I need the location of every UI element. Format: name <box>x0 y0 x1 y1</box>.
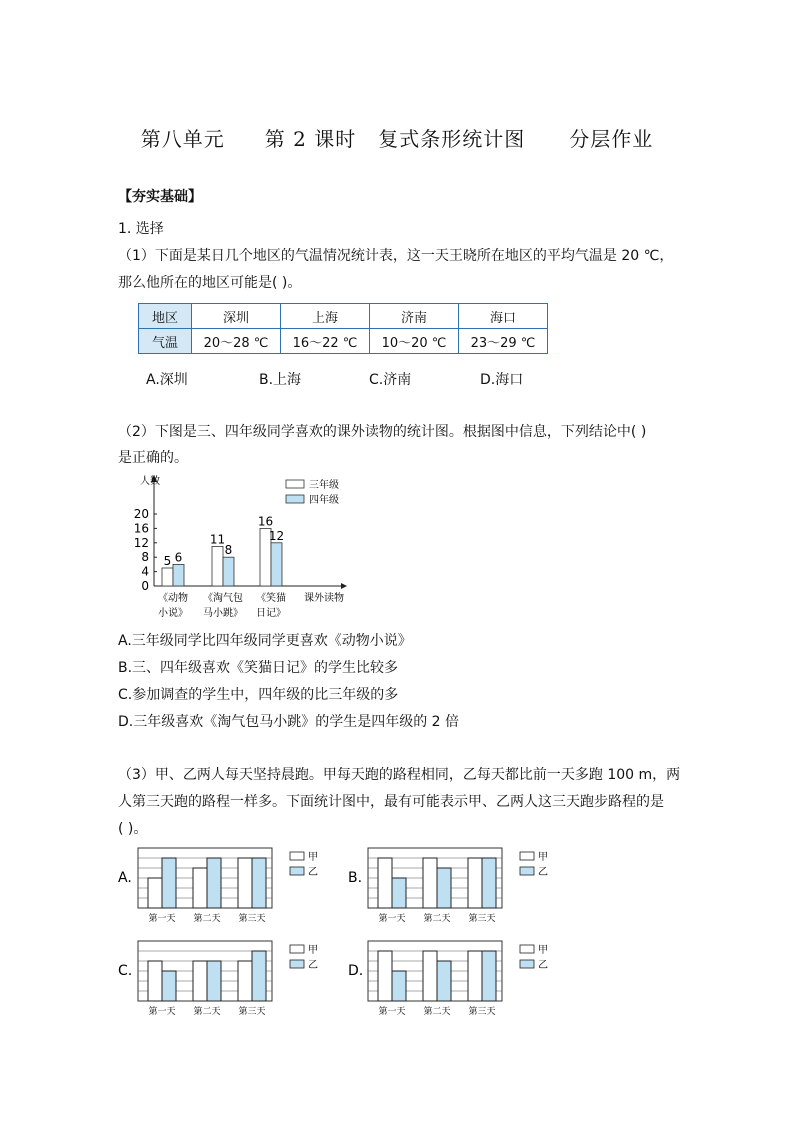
bar-jia <box>468 951 482 1001</box>
title-topic: 复式条形统计图 <box>378 127 526 151</box>
legend-label-yi: 乙 <box>538 867 548 878</box>
legend-swatch-jia <box>290 945 304 953</box>
legend-label-yi: 乙 <box>308 960 318 971</box>
p2-option-a: A.三年级同学比四年级同学更喜欢《动物小说》 <box>118 633 412 649</box>
p2-line2: 是正确的。 <box>118 450 188 466</box>
legend-swatch-jia <box>520 852 534 860</box>
legend-swatch-yi <box>520 960 534 968</box>
bar-jia <box>423 858 437 908</box>
table-cell: 海口 <box>459 304 548 329</box>
bar-yi <box>392 971 406 1001</box>
p2-option-c: C.参加调查的学生中，四年级的比三年级的多 <box>118 687 399 703</box>
bar-value-label: 12 <box>268 528 285 543</box>
q1-heading: 1. 选择 <box>118 221 164 237</box>
legend-swatch <box>286 495 304 503</box>
p3-line3: ( )。 <box>118 821 148 837</box>
table-row <box>139 329 548 354</box>
legend-label-yi: 乙 <box>308 867 318 878</box>
page-title <box>0 123 794 152</box>
bar-jia <box>148 961 162 1001</box>
table-cell: 20～28 ℃ <box>192 329 281 354</box>
day-label: 第一天 <box>148 1007 176 1017</box>
table-row <box>139 304 548 329</box>
p2-option-d: D.三年级喜欢《淘气包马小跳》的学生是四年级的 2 倍 <box>118 714 460 730</box>
bar <box>223 557 234 586</box>
legend-swatch-jia <box>520 945 534 953</box>
day-label: 第三天 <box>468 1007 496 1017</box>
legend-label-jia: 甲 <box>538 852 548 863</box>
bar <box>212 546 223 586</box>
title-lesson: 第 2 课时 <box>264 127 357 151</box>
table-cell: 上海 <box>281 304 370 329</box>
bar-jia <box>378 951 392 1001</box>
x-category-label: 《淘气包 <box>203 593 243 604</box>
bar-yi <box>207 858 221 908</box>
table-cell: 23～29 ℃ <box>459 329 548 354</box>
section-heading: 【夯实基础】 <box>118 189 202 205</box>
option-d-chart <box>348 935 578 1025</box>
x-category-label: 《笑猫 <box>256 593 286 604</box>
p1-option-d: D.海口 <box>480 372 524 388</box>
chart-option-label: D. <box>348 963 364 979</box>
bar-yi <box>437 961 451 1001</box>
day-label: 第三天 <box>468 914 496 924</box>
x-axis-arrow <box>341 583 347 589</box>
y-tick-label: 4 <box>141 564 149 579</box>
p2-line1: （2）下图是三、四年级同学喜欢的课外读物的统计图。根据图中信息，下列结论中( ) <box>118 424 647 440</box>
legend-label-jia: 甲 <box>538 945 548 956</box>
day-label: 第二天 <box>423 1007 451 1017</box>
bar-value-label: 11 <box>209 532 226 547</box>
chart-option-label: A. <box>118 870 132 886</box>
bar-yi <box>162 858 176 908</box>
legend-swatch-yi <box>520 867 534 875</box>
p3-line1: （3）甲、乙两人每天坚持晨跑。甲每天跑的路程相同，乙每天都比前一天多跑 100 m，两 <box>118 767 681 783</box>
day-label: 第二天 <box>193 914 221 924</box>
legend-swatch-yi <box>290 960 304 968</box>
p2-option-b: B.三、四年级喜欢《笑猫日记》的学生比较多 <box>118 660 399 676</box>
bar-value-label: 16 <box>257 514 274 529</box>
legend-swatch-jia <box>290 852 304 860</box>
table-cell: 气温 <box>139 329 192 354</box>
x-category-label: 《动物 <box>158 593 188 604</box>
bar-yi <box>207 961 221 1001</box>
reading-bar-chart <box>110 470 370 630</box>
chart-option-label: C. <box>118 963 133 979</box>
bar <box>162 568 173 586</box>
table-cell: 济南 <box>370 304 459 329</box>
day-label: 第一天 <box>148 914 176 924</box>
bar-yi <box>162 971 176 1001</box>
y-axis-label: 人数 <box>140 476 160 487</box>
y-tick-label: 12 <box>133 535 149 550</box>
bar-yi <box>482 951 496 1001</box>
p3-line2: 人第三天跑的路程一样多。下面统计图中，最有可能表示甲、乙两人这三天跑步路程的是 <box>118 794 664 810</box>
chart-option-label: B. <box>348 870 363 886</box>
bar <box>271 543 282 586</box>
bar-yi <box>392 878 406 908</box>
table-cell: 地区 <box>139 304 192 329</box>
p1-option-b: B.上海 <box>259 372 302 388</box>
bar-yi <box>252 858 266 908</box>
bar-yi <box>252 951 266 1001</box>
bar-yi <box>482 858 496 908</box>
bar-jia <box>238 961 252 1001</box>
temperature-table <box>138 303 548 354</box>
x-axis-label: 课外读物 <box>304 593 344 604</box>
option-c-chart <box>118 935 348 1025</box>
legend-label-yi: 乙 <box>538 960 548 971</box>
option-a-chart <box>118 842 348 932</box>
legend-label-jia: 甲 <box>308 945 318 956</box>
bar-value-label: 6 <box>174 550 183 565</box>
x-category-label: 马小跳》 <box>203 608 243 619</box>
y-tick-label: 8 <box>141 550 149 565</box>
x-category-label: 小说》 <box>158 608 188 619</box>
bar-jia <box>238 858 252 908</box>
bar-jia <box>148 878 162 908</box>
day-label: 第一天 <box>378 914 406 924</box>
bar-jia <box>378 858 392 908</box>
bar-value-label: 8 <box>224 543 233 558</box>
p1-line2: 那么他所在的地区可能是( )。 <box>118 275 302 291</box>
p1-option-c: C.济南 <box>369 372 412 388</box>
bar-yi <box>437 868 451 908</box>
legend-label: 三年级 <box>309 480 339 491</box>
legend-swatch <box>286 480 304 488</box>
title-type: 分层作业 <box>569 127 654 151</box>
title-unit: 第八单元 <box>140 127 225 151</box>
option-b-chart <box>348 842 578 932</box>
table-cell: 10～20 ℃ <box>370 329 459 354</box>
bar <box>173 564 184 586</box>
bar-value-label: 5 <box>163 554 172 568</box>
y-tick-label: 0 <box>141 579 149 593</box>
table-cell: 16～22 ℃ <box>281 329 370 354</box>
table-cell: 深圳 <box>192 304 281 329</box>
legend-label-jia: 甲 <box>308 852 318 863</box>
bar-jia <box>468 858 482 908</box>
legend-swatch-yi <box>290 867 304 875</box>
bar-jia <box>423 951 437 1001</box>
y-tick-label: 16 <box>133 521 149 536</box>
day-label: 第三天 <box>238 914 266 924</box>
bar-jia <box>193 868 207 908</box>
legend-label: 四年级 <box>309 495 339 506</box>
day-label: 第二天 <box>423 914 451 924</box>
bar-jia <box>193 961 207 1001</box>
p1-option-a: A.深圳 <box>146 372 188 388</box>
day-label: 第一天 <box>378 1007 406 1017</box>
x-category-label: 日记》 <box>256 608 286 619</box>
day-label: 第二天 <box>193 1007 221 1017</box>
day-label: 第三天 <box>238 1007 266 1017</box>
p1-line1: （1）下面是某日几个地区的气温情况统计表，这一天王晓所在地区的平均气温是 20 ℃， <box>118 248 674 264</box>
y-tick-label: 20 <box>133 507 149 521</box>
